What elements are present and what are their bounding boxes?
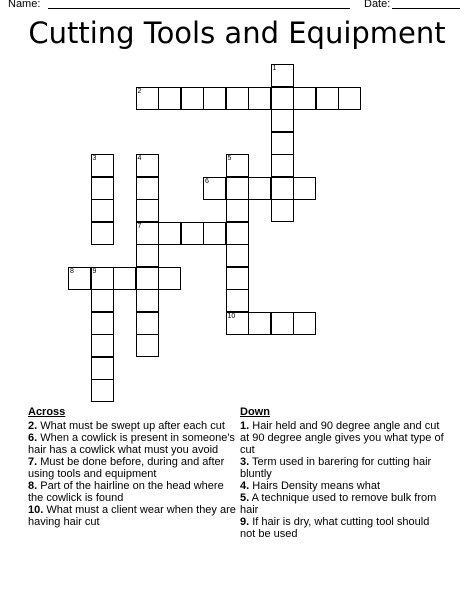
grid-cell[interactable] xyxy=(181,87,204,110)
grid-cell[interactable] xyxy=(226,154,249,177)
grid-cell[interactable] xyxy=(136,334,159,357)
grid-cell[interactable] xyxy=(158,222,181,245)
grid-cell[interactable] xyxy=(91,177,114,200)
clue-number: 5. xyxy=(240,492,250,504)
grid-cell[interactable] xyxy=(226,177,249,200)
grid-cell[interactable] xyxy=(226,267,249,290)
grid-cell[interactable] xyxy=(136,222,159,245)
grid-cell[interactable] xyxy=(91,267,114,290)
grid-cell[interactable] xyxy=(158,87,181,110)
clue-number: 5 xyxy=(227,155,232,162)
grid-cell[interactable] xyxy=(91,154,114,177)
clue-number: 6 xyxy=(205,177,209,185)
grid-cell[interactable] xyxy=(248,312,271,335)
date-label: Date: xyxy=(364,0,391,10)
across-clues xyxy=(28,406,236,528)
page-title: Cutting Tools and Equipment xyxy=(28,16,446,50)
grid-cell[interactable] xyxy=(136,267,159,290)
grid-cell[interactable] xyxy=(248,87,271,110)
clue-text: Part of the hairline on the head where the cowlick is found xyxy=(28,480,224,504)
clue-text: Hair held and 90 degree angle and cut at 90 degree angle gives you what type of cut xyxy=(240,420,444,456)
clue-text: What must a client wear when they are having hair cut xyxy=(28,504,236,528)
grid-cell[interactable] xyxy=(91,222,114,245)
grid-cell[interactable] xyxy=(226,199,249,222)
grid-cell[interactable] xyxy=(316,87,339,110)
grid-cell[interactable] xyxy=(226,222,249,245)
clue-text: If hair is dry, what cutting tool should not be used xyxy=(240,516,430,540)
grid-cell[interactable] xyxy=(248,177,271,200)
clue-item xyxy=(28,504,236,528)
grid-cell[interactable] xyxy=(136,312,159,335)
clue-item xyxy=(240,480,446,492)
clue-item xyxy=(240,420,446,456)
grid-cell[interactable] xyxy=(271,312,294,335)
clue-item xyxy=(240,492,446,516)
grid-cell[interactable] xyxy=(271,109,294,132)
grid-cell[interactable] xyxy=(68,267,91,290)
clue-item xyxy=(240,456,446,480)
grid-cell[interactable] xyxy=(226,244,249,267)
grid-cell[interactable] xyxy=(91,357,114,380)
across-clue-list xyxy=(28,420,236,528)
clue-number: 7. xyxy=(28,456,38,468)
grid-cell[interactable] xyxy=(271,87,294,110)
grid-cell[interactable] xyxy=(91,379,114,402)
clue-number: 2 xyxy=(137,87,142,95)
grid-cell[interactable] xyxy=(226,87,249,110)
grid-cell[interactable] xyxy=(226,289,249,312)
clue-number: 4. xyxy=(240,480,250,492)
clue-text: Hairs Density means what xyxy=(249,480,381,492)
clue-number: 7 xyxy=(137,222,142,230)
clue-number: 8. xyxy=(28,480,38,492)
grid-cell[interactable] xyxy=(136,244,159,267)
grid-cell[interactable] xyxy=(91,199,114,222)
clue-text: Must be done before, during and after using tools and equipment xyxy=(28,456,225,480)
clue-text: A technique used to remove bulk from hair xyxy=(240,492,437,516)
grid-cell[interactable] xyxy=(136,199,159,222)
down-clue-list xyxy=(240,420,446,540)
clue-item xyxy=(28,456,236,480)
clue-number: 4 xyxy=(137,155,142,162)
clue-number: 3. xyxy=(240,456,250,468)
grid-cell[interactable] xyxy=(271,132,294,155)
clue-item xyxy=(28,480,236,504)
clue-text: Term used in barering for cutting hair bluntly xyxy=(240,456,432,480)
clue-number: 9 xyxy=(92,267,97,275)
grid-cell[interactable] xyxy=(226,312,249,335)
grid-cell[interactable] xyxy=(338,87,361,110)
clue-item xyxy=(240,516,446,540)
grid-cell[interactable] xyxy=(293,177,316,200)
down-clues xyxy=(240,406,446,540)
grid-cell[interactable] xyxy=(293,87,316,110)
name-label: Name: xyxy=(8,0,41,10)
grid-cell[interactable] xyxy=(271,177,294,200)
grid-cell[interactable] xyxy=(136,87,159,110)
grid-cell[interactable] xyxy=(91,312,114,335)
down-heading: Down xyxy=(240,406,270,418)
grid-cell[interactable] xyxy=(181,222,204,245)
grid-cell[interactable] xyxy=(136,177,159,200)
grid-cell[interactable] xyxy=(91,334,114,357)
grid-cell[interactable] xyxy=(271,64,294,87)
grid-cell[interactable] xyxy=(158,267,181,290)
clue-item xyxy=(28,420,236,432)
clue-number: 1 xyxy=(272,65,277,72)
clue-item xyxy=(28,432,236,456)
clue-number: 10 xyxy=(227,312,236,320)
grid-cell[interactable] xyxy=(136,154,159,177)
grid-cell[interactable] xyxy=(113,267,136,290)
grid-cell[interactable] xyxy=(203,222,226,245)
grid-cell[interactable] xyxy=(91,289,114,312)
grid-cell[interactable] xyxy=(271,199,294,222)
grid-cell[interactable] xyxy=(136,289,159,312)
grid-cell[interactable] xyxy=(203,177,226,200)
clue-number: 8 xyxy=(70,267,74,275)
clue-number: 3 xyxy=(92,155,97,162)
grid-cell[interactable] xyxy=(271,154,294,177)
clue-number: 9. xyxy=(240,516,250,528)
clue-number: 6. xyxy=(28,432,38,444)
clue-text: When a cowlick is present in someone's hair has a cowlick what must you avoid xyxy=(28,432,235,456)
grid-cell[interactable] xyxy=(293,312,316,335)
grid-cell[interactable] xyxy=(203,87,226,110)
across-heading: Across xyxy=(28,406,66,418)
clue-text: What must be swept up after each cut xyxy=(37,420,225,432)
clue-number: 10. xyxy=(28,504,44,516)
clue-number: 2. xyxy=(28,420,38,432)
clue-number: 1. xyxy=(240,420,250,432)
